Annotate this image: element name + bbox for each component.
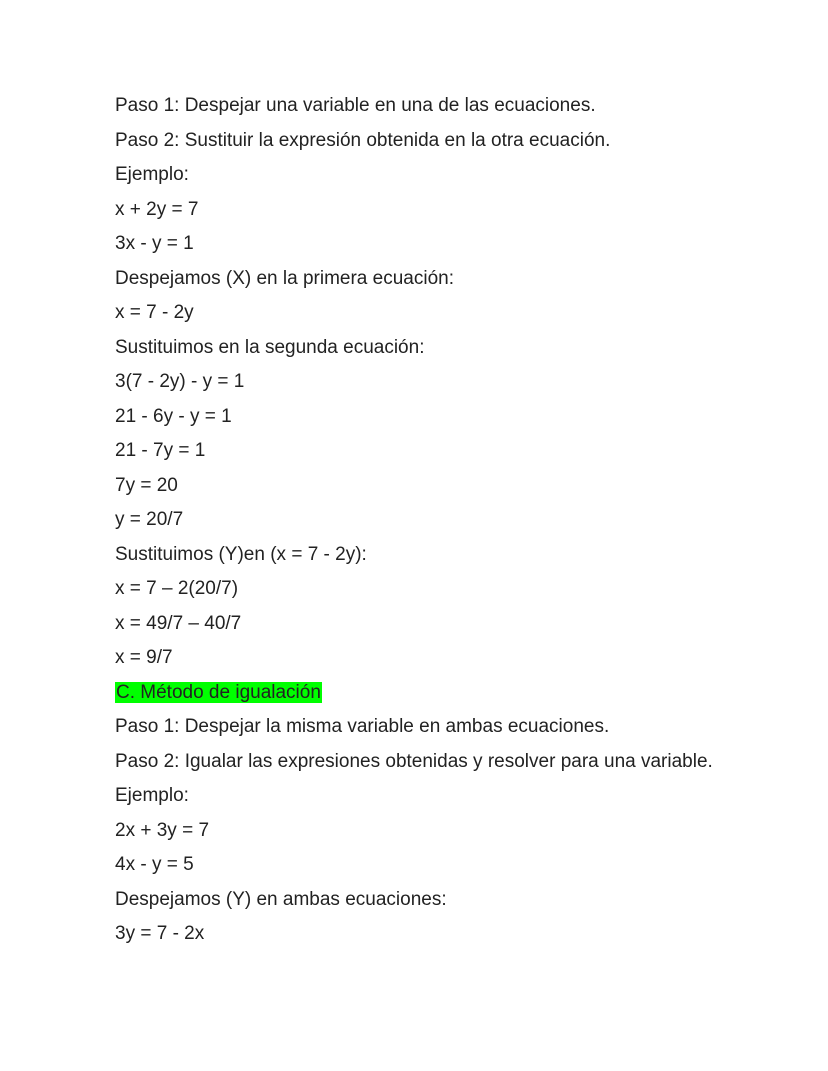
equation-text: 7y = 20 — [115, 474, 178, 496]
step-1-line — [115, 710, 713, 745]
example-label-text: Ejemplo: — [115, 164, 189, 185]
equation-line — [115, 227, 713, 262]
example-label-line — [115, 158, 713, 193]
step-2-text: Paso 2: Sustituir la expresión obtenida en la otra ecuación. — [115, 129, 611, 151]
equation-text: 21 - 7y = 1 — [115, 440, 206, 461]
equation-line — [115, 400, 713, 435]
equation-text: x = 9/7 — [115, 647, 173, 668]
equation-text: 3(7 - 2y) - y = 1 — [115, 371, 245, 392]
equation-line — [115, 296, 713, 331]
step-1-line — [115, 89, 713, 124]
equation-line — [115, 848, 713, 883]
explanation-text: Despejamos (Y) en ambas ecuaciones: — [115, 888, 447, 910]
explanation-text: Sustituimos en la segunda ecuación: — [115, 336, 425, 358]
equation-line — [115, 917, 713, 952]
step-1-text: Paso 1: Despejar una variable en una de las ecuaciones. — [115, 95, 596, 116]
equation-line — [115, 607, 713, 642]
equation-line — [115, 365, 713, 400]
document-body — [115, 89, 713, 952]
step-2-line — [115, 745, 713, 780]
equation-text: x = 49/7 – 40/7 — [115, 612, 242, 634]
equation-line — [115, 572, 713, 607]
equation-line — [115, 193, 713, 228]
equation-text: x + 2y = 7 — [115, 198, 199, 220]
equation-line — [115, 434, 713, 469]
section-heading-line — [115, 676, 713, 711]
explanation-text: Despejamos (X) en la primera ecuación: — [115, 267, 454, 289]
equation-line — [115, 503, 713, 538]
example-label-text: Ejemplo: — [115, 785, 189, 806]
explanation-line — [115, 538, 713, 573]
explanation-line — [115, 262, 713, 297]
explanation-text: Sustituimos (Y)en (x = 7 - 2y): — [115, 543, 367, 565]
explanation-line — [115, 883, 713, 918]
section-heading-highlighted: C. Método de igualación — [116, 681, 321, 703]
equation-line — [115, 469, 713, 504]
equation-text: 3x - y = 1 — [115, 233, 194, 254]
step-2-text: Paso 2: Igualar las expresiones obtenidas y resolver para una variable. — [115, 750, 713, 772]
equation-text: x = 7 - 2y — [115, 302, 194, 323]
explanation-line — [115, 331, 713, 366]
equation-line — [115, 814, 713, 849]
equation-text: 2x + 3y = 7 — [115, 819, 210, 841]
equation-text: y = 20/7 — [115, 509, 184, 530]
equation-text: 21 - 6y - y = 1 — [115, 405, 232, 427]
example-label-line — [115, 779, 713, 814]
equation-text: 4x - y = 5 — [115, 854, 194, 875]
equation-text: 3y = 7 - 2x — [115, 923, 205, 944]
equation-line — [115, 641, 713, 676]
step-2-line — [115, 124, 713, 159]
equation-text: x = 7 – 2(20/7) — [115, 578, 239, 599]
step-1-text: Paso 1: Despejar la misma variable en ambas ecuaciones. — [115, 716, 610, 737]
